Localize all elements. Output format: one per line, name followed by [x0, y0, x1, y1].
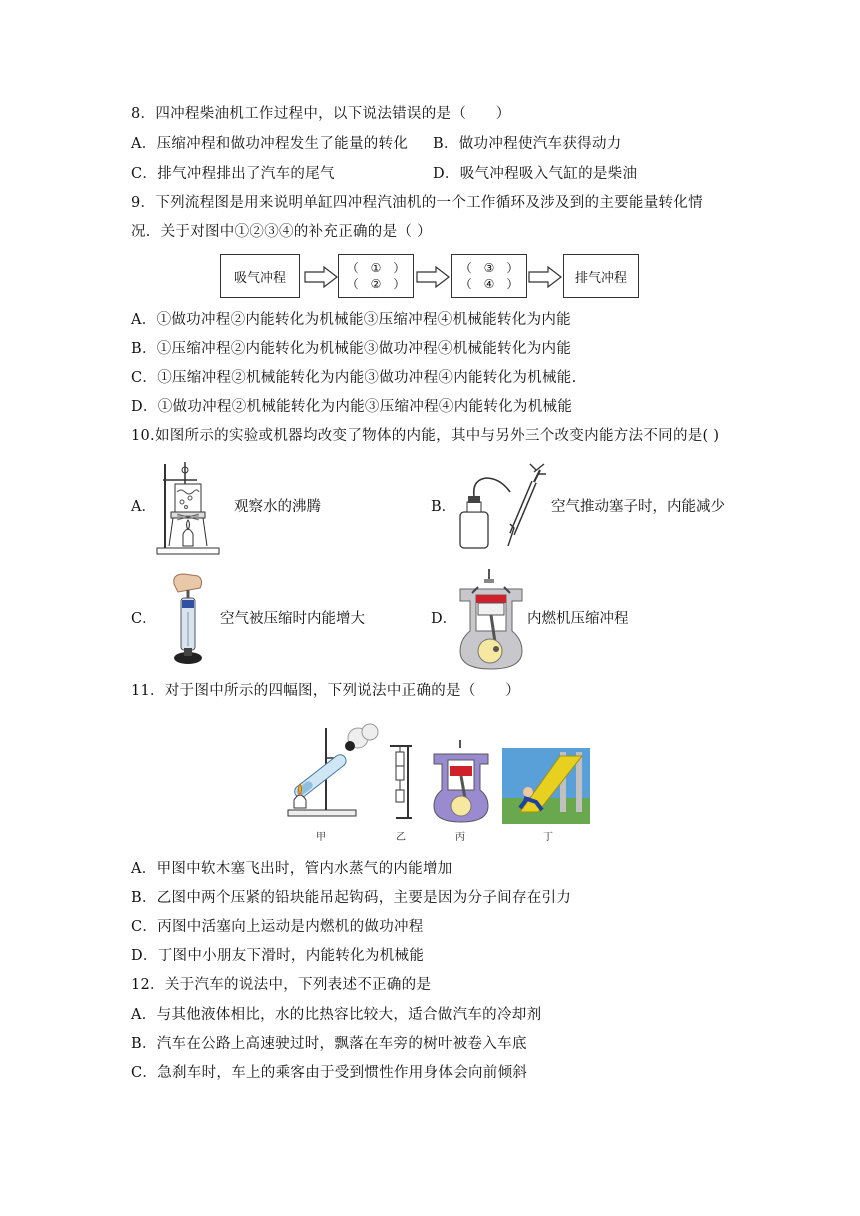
q11-option-c: C．丙图中活塞向上运动是内燃机的做功冲程 [131, 919, 424, 935]
q9-stem-line1: 9．下列流程图是用来说明单缸四冲程汽油机的一个工作循环及涉及到的主要能量转化情 [131, 195, 703, 211]
q8-option-c: C．排气冲程排出了汽车的尾气 [131, 166, 335, 182]
flow-box-exhaust: 排气冲程 [563, 254, 639, 298]
q10-caption-c: 空气被压缩时内能增大 [220, 611, 365, 627]
flow-arrow-1 [304, 266, 338, 288]
q9-flowchart [220, 254, 640, 302]
q11-caption-ding: 丁 [543, 832, 553, 843]
q11-option-d: D．丁图中小朋友下滑时，内能转化为机械能 [131, 948, 425, 964]
q9-option-b: B．①压缩冲程②内能转化为机械能③做功冲程④机械能转化为内能 [131, 341, 572, 357]
q12-option-a: A．与其他液体相比，水的比热容比较大，适合做汽车的冷却剂 [131, 1007, 542, 1023]
q10-label-b: B． [431, 499, 457, 515]
q12-option-c: C．急刹车时，车上的乘客由于受到惯性作用身体会向前倾斜 [131, 1065, 528, 1081]
q11-caption-bing: 丙 [455, 832, 465, 843]
flow-arrow-2 [416, 266, 450, 288]
flow-box-2-bottom: （ ② ） [346, 277, 406, 291]
bottle-stopper-pump-image [456, 462, 546, 552]
q10-label-d: D． [431, 611, 458, 627]
q10-caption-b: 空气推动塞子时，内能减少 [551, 499, 725, 515]
q10-caption-d: 内燃机压缩冲程 [527, 611, 629, 627]
boiling-water-apparatus-image [155, 458, 221, 556]
compression-syringe-image [168, 572, 208, 668]
q10-caption-a: 观察水的沸腾 [234, 499, 321, 515]
flow-box-3-bottom: （ ④ ） [459, 277, 519, 291]
engine-piston-image [432, 738, 490, 824]
q10-stem: 10.如图所示的实验或机器均改变了物体的内能，其中与另外三个改变内能方法不同的是( ) [131, 428, 720, 444]
flow-box-3 [451, 254, 527, 298]
q9-option-d: D．①做功冲程②机械能转化为内能③压缩冲程④内能转化为机械能 [131, 399, 573, 415]
q8-option-d: D．吸气冲程吸入气缸的是柴油 [433, 166, 638, 182]
test-tube-steam-image [278, 722, 382, 822]
q11-caption-yi: 乙 [396, 832, 406, 843]
flow-arrow-3 [528, 266, 562, 288]
q12-option-b: B．汽车在公路上高速驶过时，飘落在车旁的树叶被卷入车底 [131, 1036, 527, 1052]
flow-box-2-top: （ ① ） [346, 261, 406, 275]
flow-box-2 [338, 254, 414, 298]
q8-option-b: B．做功冲程使汽车获得动力 [433, 136, 622, 152]
q11-option-a: A．甲图中软木塞飞出时，管内水蒸气的内能增加 [131, 861, 453, 877]
q11-option-b: B．乙图中两个压紧的铅块能吊起钩码，主要是因为分子间存在引力 [131, 890, 572, 906]
q8-stem: 8．四冲程柴油机工作过程中，以下说法错误的是（ ） [131, 106, 511, 122]
q11-caption-jia: 甲 [316, 832, 326, 843]
engine-compression-stroke-image [456, 567, 526, 671]
flow-box-intake: 吸气冲程 [220, 254, 300, 298]
q12-stem: 12．关于汽车的说法中，下列表述不正确的是 [131, 977, 432, 993]
q10-label-c: C． [131, 611, 157, 627]
q11-stem: 11．对于图中所示的四幅图，下列说法中正确的是（ ） [131, 683, 521, 699]
flow-box-3-top: （ ③ ） [459, 261, 519, 275]
q9-option-a: A．①做功冲程②内能转化为机械能③压缩冲程④机械能转化为内能 [131, 312, 571, 328]
q9-stem-line2: 况．关于对图中①②③④的补充正确的是（ ） [131, 224, 432, 240]
q8-option-a: A．压缩冲程和做功冲程发生了能量的转化 [131, 136, 409, 152]
q9-option-c: C．①压缩冲程②机械能转化为内能③做功冲程④内能转化为机械能. [131, 370, 577, 386]
child-on-slide-image [502, 748, 590, 824]
lead-blocks-image [388, 744, 414, 820]
q10-label-a: A． [131, 499, 156, 515]
